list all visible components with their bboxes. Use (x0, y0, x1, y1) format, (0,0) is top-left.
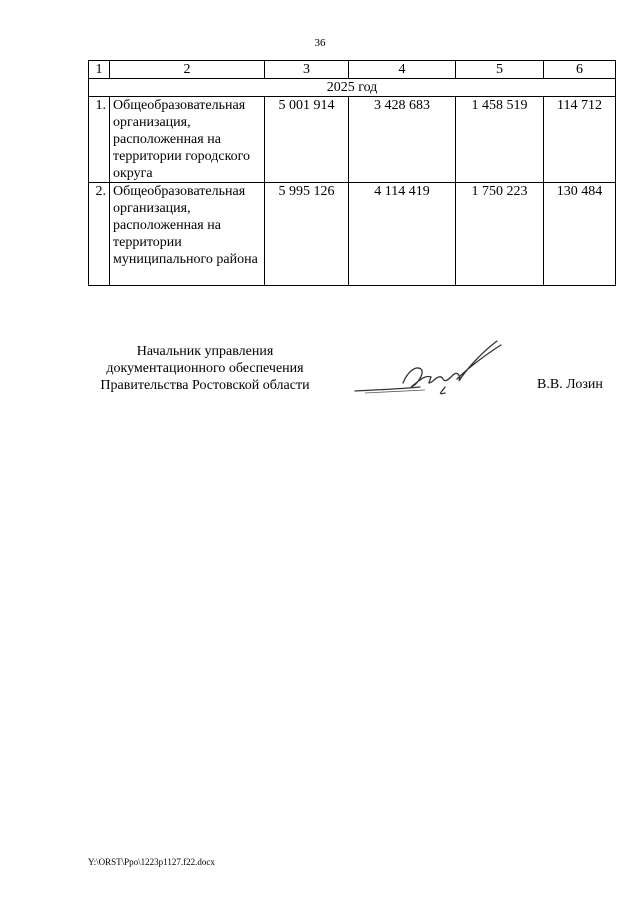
column-header: 6 (544, 61, 616, 79)
signatory-name: В.В. Лозин (537, 377, 603, 392)
table-row (89, 97, 616, 183)
signatory-title-line: документационного обеспечения (106, 361, 304, 376)
value-cell: 5 001 914 (265, 97, 349, 183)
year-row (89, 79, 616, 97)
signatory-title (80, 343, 330, 394)
value-cell: 5 995 126 (265, 183, 349, 286)
column-header: 1 (89, 61, 110, 79)
value-cell: 1 750 223 (456, 183, 544, 286)
row-number: 2. (89, 183, 110, 286)
handwritten-signature (345, 335, 510, 407)
column-header: 5 (456, 61, 544, 79)
year-label: 2025 год (89, 79, 616, 97)
signatory-title-line: Начальник управления (136, 344, 274, 359)
table-row (89, 183, 616, 286)
organization-name: Общеобразовательная организация, расположенная на территории муниципального района (110, 183, 265, 286)
file-path: Y:\ORST\Ppo\1223p1127.f22.docx (88, 857, 215, 867)
column-header: 3 (265, 61, 349, 79)
column-header: 2 (110, 61, 265, 79)
value-cell: 1 458 519 (456, 97, 544, 183)
table-header-row (89, 61, 616, 79)
column-header: 4 (349, 61, 456, 79)
value-cell: 130 484 (544, 183, 616, 286)
data-table (88, 60, 616, 286)
value-cell: 114 712 (544, 97, 616, 183)
signatory-title-line: Правительства Ростовской области (100, 378, 310, 393)
organization-name: Общеобразовательная организация, расположенная на территории городского округа (110, 97, 265, 183)
value-cell: 3 428 683 (349, 97, 456, 183)
row-number: 1. (89, 97, 110, 183)
value-cell: 4 114 419 (349, 183, 456, 286)
page-number: 36 (314, 37, 326, 49)
